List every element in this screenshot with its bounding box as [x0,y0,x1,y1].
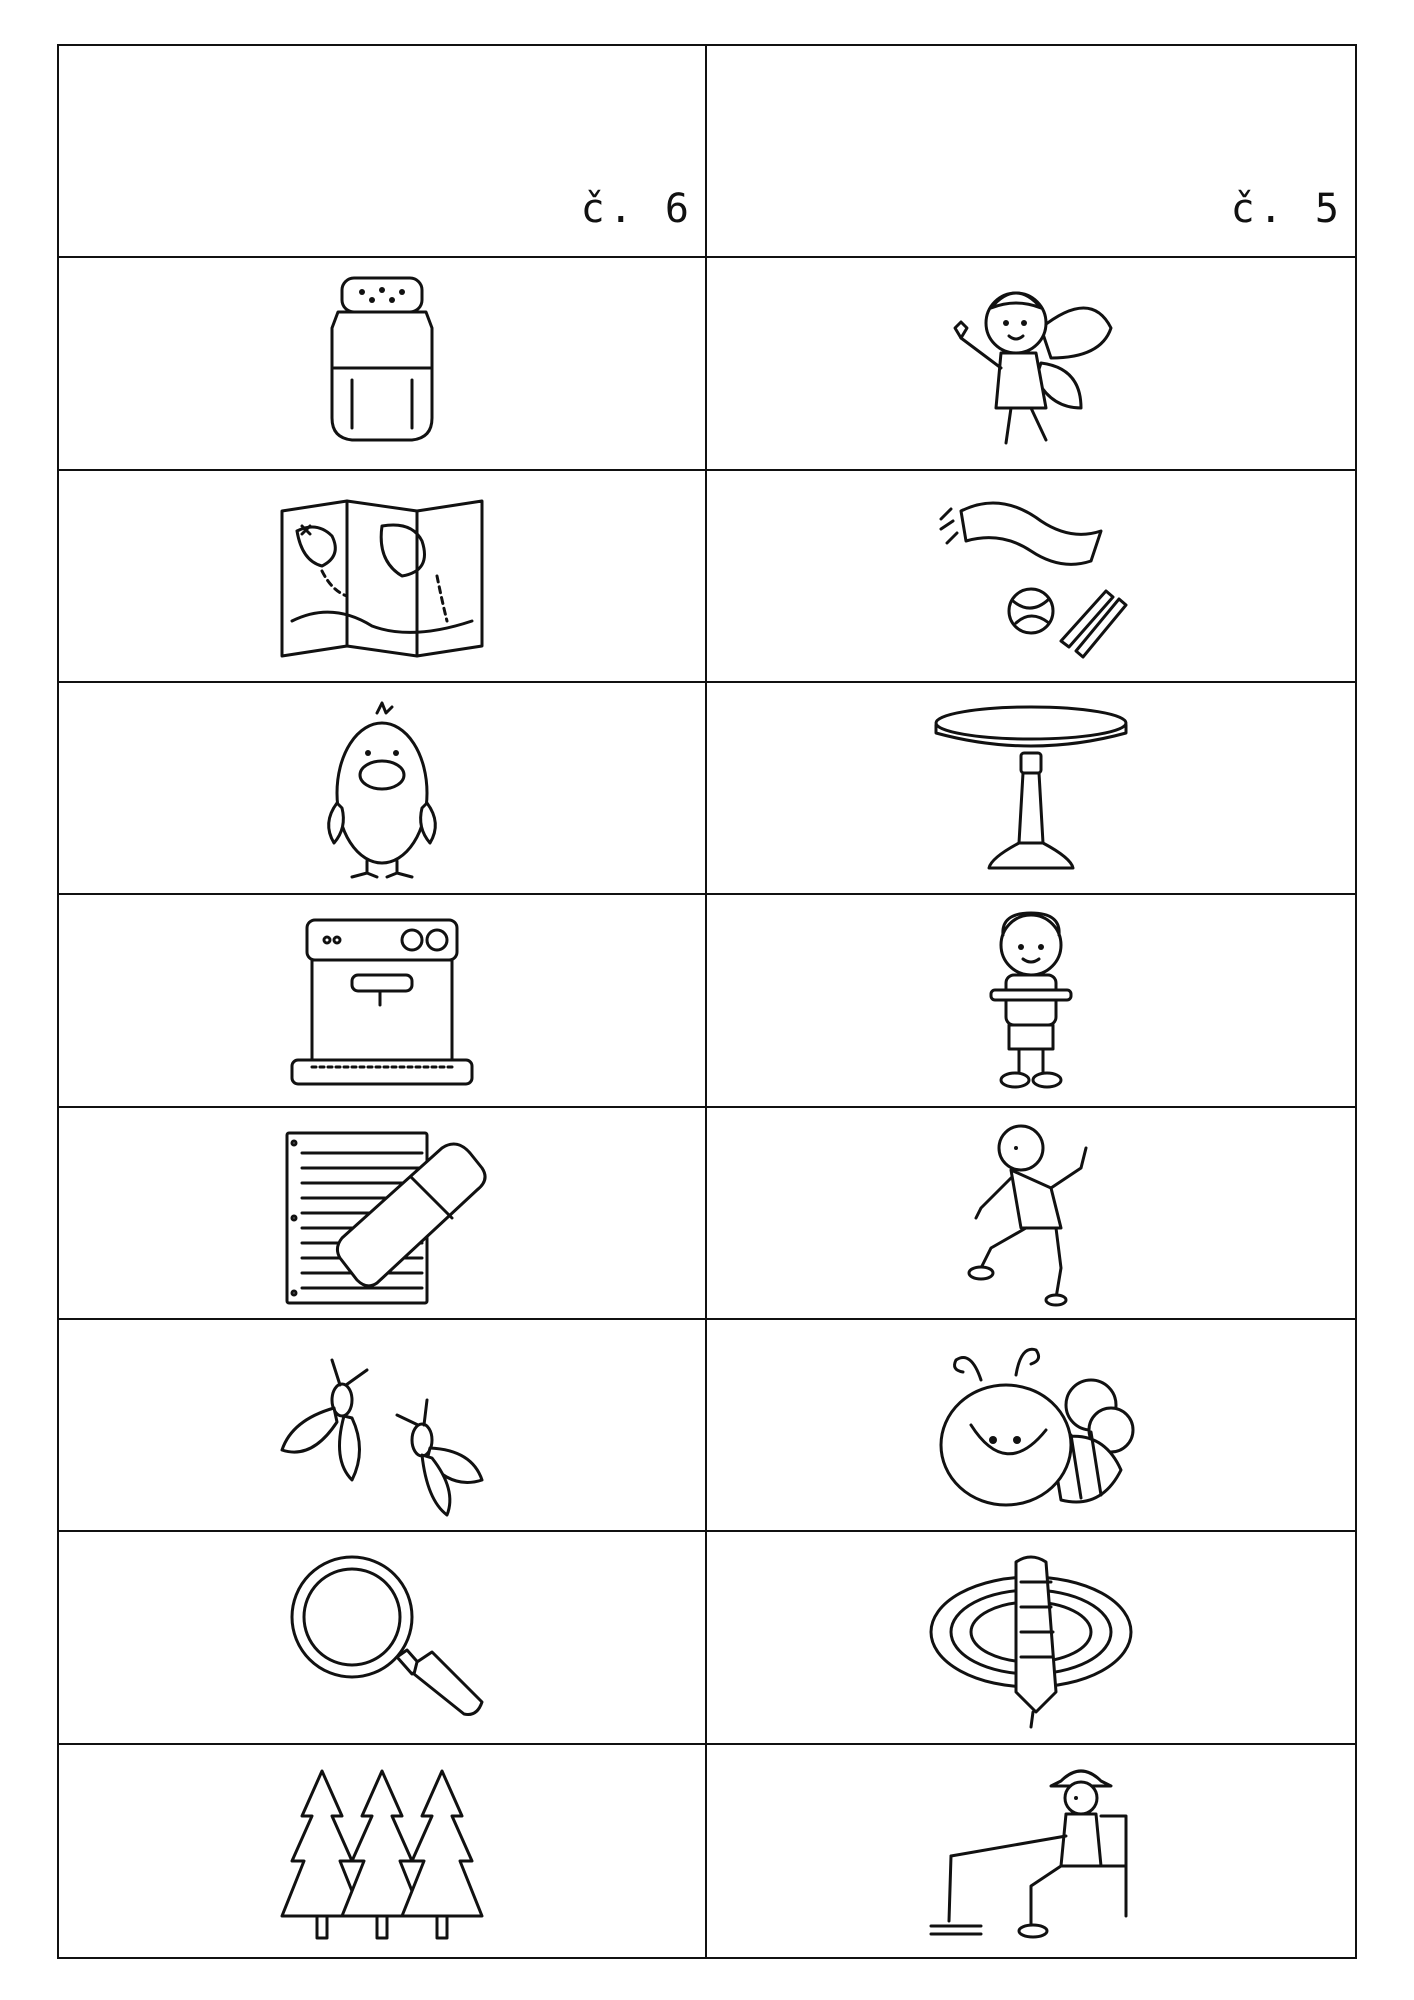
salt-shaker-icon [272,268,492,458]
fisherman-icon [921,1756,1141,1946]
coffee-machine-icon [272,905,492,1095]
picture-cell [707,258,1355,470]
picture-cell [59,683,707,895]
waiter-boy-icon [921,905,1141,1095]
treasure-map-icon [272,481,492,671]
bee-icon [921,1330,1141,1520]
header-cell-right [707,46,1355,258]
picture-cell [707,471,1355,683]
magnifying-glass-icon [272,1542,492,1732]
picture-cell [707,1108,1355,1320]
knitted-scarf-icon [921,481,1141,671]
card-number-left: č. 6 [580,186,693,233]
picture-cell [59,258,707,470]
picture-cell [707,1532,1355,1744]
moths-icon [272,1330,492,1520]
picture-cell [707,1745,1355,1957]
header-cell-left [59,46,707,258]
picture-cell [707,1320,1355,1532]
duckling-icon [272,693,492,883]
round-table-icon [921,693,1141,883]
worksheet-table [57,44,1357,1959]
picture-cell [59,1108,707,1320]
picture-cell [59,1532,707,1744]
picture-cell [59,895,707,1107]
fir-trees-icon [272,1756,492,1946]
rope-coil-icon [921,1542,1141,1732]
paper-and-eraser-icon [272,1118,492,1308]
picture-cell [59,1745,707,1957]
picture-cell [707,683,1355,895]
picture-cell [59,471,707,683]
picture-cell [59,1320,707,1532]
sprinter-boy-icon [921,1118,1141,1308]
fairy-icon [921,268,1141,458]
card-number-right: č. 5 [1230,186,1343,233]
picture-cell [707,895,1355,1107]
